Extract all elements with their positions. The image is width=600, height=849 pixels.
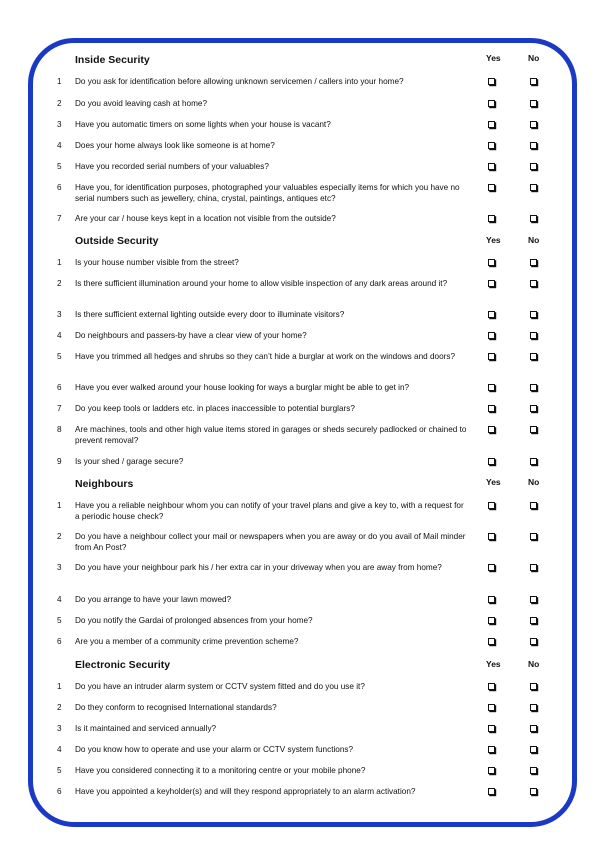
question-number: 5	[57, 616, 62, 625]
no-checkbox[interactable]	[530, 384, 537, 391]
no-checkbox[interactable]	[530, 617, 537, 624]
question-number: 3	[57, 310, 62, 319]
yes-column-header: Yes	[486, 659, 501, 669]
question-text: Is it maintained and serviced annually?	[75, 724, 217, 733]
yes-checkbox[interactable]	[488, 788, 495, 795]
yes-checkbox[interactable]	[488, 683, 495, 690]
question-text: Have you trimmed all hedges and shrubs so they can’t hide a burglar at work on the windows and doors?	[75, 352, 456, 361]
question-text: Is your house number visible from the street?	[75, 258, 239, 267]
no-checkbox[interactable]	[530, 353, 537, 360]
question-text: Do you keep tools or ladders etc. in places inaccessible to potential burglars?	[75, 404, 355, 413]
no-checkbox[interactable]	[530, 683, 537, 690]
no-column-header: No	[528, 659, 540, 669]
yes-checkbox[interactable]	[488, 280, 495, 287]
question-number: 1	[57, 682, 62, 691]
yes-checkbox[interactable]	[488, 405, 495, 412]
yes-column-header: Yes	[486, 53, 501, 63]
question-text: Do you ask for identification before allowing unknown servicemen / callers into your home?	[75, 77, 404, 86]
yes-checkbox[interactable]	[488, 259, 495, 266]
yes-checkbox[interactable]	[488, 596, 495, 603]
question-number: 4	[57, 331, 62, 340]
no-checkbox[interactable]	[530, 215, 537, 222]
question-number: 5	[57, 162, 62, 171]
no-checkbox[interactable]	[530, 184, 537, 191]
yes-column-header: Yes	[486, 477, 501, 487]
question-number: 5	[57, 766, 62, 775]
question-text: Do you avoid leaving cash at home?	[75, 99, 207, 108]
no-checkbox[interactable]	[530, 746, 537, 753]
no-checkbox[interactable]	[530, 564, 537, 571]
question-number: 6	[57, 787, 62, 796]
yes-checkbox[interactable]	[488, 311, 495, 318]
no-checkbox[interactable]	[530, 163, 537, 170]
question-number: 7	[57, 404, 62, 413]
yes-checkbox[interactable]	[488, 332, 495, 339]
question-text: Have you recorded serial numbers of your valuables?	[75, 162, 269, 171]
question-number: 6	[57, 383, 62, 392]
question-text: Is there sufficient illumination around your home to allow visible inspection of any dark areas around it?	[75, 279, 448, 288]
question-text: Are machines, tools and other high value items stored in garages or sheds securely padlocked or chained to prevent removal?	[75, 425, 467, 445]
question-number: 8	[57, 425, 62, 434]
no-checkbox[interactable]	[530, 458, 537, 465]
question-number: 1	[57, 77, 62, 86]
no-column-header: No	[528, 53, 540, 63]
question-number: 4	[57, 141, 62, 150]
question-text: Do neighbours and passers-by have a clear view of your home?	[75, 331, 307, 340]
question-number: 9	[57, 457, 62, 466]
yes-checkbox[interactable]	[488, 617, 495, 624]
question-number: 5	[57, 352, 62, 361]
question-text: Do they conform to recognised International standards?	[75, 703, 277, 712]
question-text: Are you a member of a community crime prevention scheme?	[75, 637, 299, 646]
question-number: 2	[57, 703, 62, 712]
no-checkbox[interactable]	[530, 78, 537, 85]
no-checkbox[interactable]	[530, 725, 537, 732]
no-checkbox[interactable]	[530, 332, 537, 339]
section-title: Electronic Security	[75, 659, 171, 671]
yes-checkbox[interactable]	[488, 353, 495, 360]
question-text: Have you appointed a keyholder(s) and will they respond appropriately to an alarm activation?	[75, 787, 416, 796]
question-number: 1	[57, 501, 62, 510]
yes-checkbox[interactable]	[488, 502, 495, 509]
question-text: Do you notify the Gardai of prolonged absences from your home?	[75, 616, 313, 625]
question-number: 4	[57, 595, 62, 604]
yes-checkbox[interactable]	[488, 163, 495, 170]
yes-checkbox[interactable]	[488, 426, 495, 433]
no-checkbox[interactable]	[530, 405, 537, 412]
question-text: Is your shed / garage secure?	[75, 457, 184, 466]
no-checkbox[interactable]	[530, 280, 537, 287]
no-checkbox[interactable]	[530, 596, 537, 603]
question-text: Is there sufficient external lighting outside every door to illuminate visitors?	[75, 310, 345, 319]
yes-checkbox[interactable]	[488, 725, 495, 732]
question-text: Have you considered connecting it to a monitoring centre or your mobile phone?	[75, 766, 366, 775]
question-text: Do you have an intruder alarm system or CCTV system fitted and do you use it?	[75, 682, 365, 691]
no-column-header: No	[528, 235, 540, 245]
yes-checkbox[interactable]	[488, 100, 495, 107]
question-number: 3	[57, 563, 62, 572]
no-checkbox[interactable]	[530, 788, 537, 795]
question-text: Have you a reliable neighbour whom you can notify of your travel plans and give a key to, with a request for a periodic house check?	[75, 501, 464, 521]
yes-checkbox[interactable]	[488, 121, 495, 128]
yes-checkbox[interactable]	[488, 533, 495, 540]
yes-checkbox[interactable]	[488, 638, 495, 645]
question-text: Do you have your neighbour park his / her extra car in your driveway when you are away from home?	[75, 563, 442, 572]
no-checkbox[interactable]	[530, 533, 537, 540]
question-number: 7	[57, 214, 62, 223]
section-title: Neighbours	[75, 478, 134, 490]
section-title: Inside Security	[75, 54, 150, 66]
no-checkbox[interactable]	[530, 311, 537, 318]
question-number: 6	[57, 183, 62, 192]
no-checkbox[interactable]	[530, 638, 537, 645]
question-number: 6	[57, 637, 62, 646]
yes-checkbox[interactable]	[488, 184, 495, 191]
question-number: 3	[57, 120, 62, 129]
yes-checkbox[interactable]	[488, 767, 495, 774]
question-text: Do you know how to operate and use your alarm or CCTV system functions?	[75, 745, 354, 754]
question-number: 3	[57, 724, 62, 733]
yes-checkbox[interactable]	[488, 142, 495, 149]
no-checkbox[interactable]	[530, 704, 537, 711]
question-number: 1	[57, 258, 62, 267]
no-checkbox[interactable]	[530, 502, 537, 509]
no-column-header: No	[528, 477, 540, 487]
section-title: Outside Security	[75, 235, 159, 247]
question-text: Are your car / house keys kept in a location not visible from the outside?	[75, 214, 336, 223]
no-checkbox[interactable]	[530, 259, 537, 266]
question-number: 4	[57, 745, 62, 754]
no-checkbox[interactable]	[530, 426, 537, 433]
yes-checkbox[interactable]	[488, 215, 495, 222]
question-text: Do you arrange to have your lawn mowed?	[75, 595, 232, 604]
yes-checkbox[interactable]	[488, 384, 495, 391]
question-number: 2	[57, 99, 62, 108]
no-checkbox[interactable]	[530, 121, 537, 128]
yes-checkbox[interactable]	[488, 746, 495, 753]
yes-checkbox[interactable]	[488, 564, 495, 571]
question-text: Does your home always look like someone is at home?	[75, 141, 275, 150]
question-number: 2	[57, 279, 62, 288]
no-checkbox[interactable]	[530, 142, 537, 149]
question-text: Have you, for identification purposes, photographed your valuables especially items for which you have no serial numbers such as jewellery, china, crystal, paintings, antiques etc?	[75, 183, 460, 203]
yes-checkbox[interactable]	[488, 458, 495, 465]
no-checkbox[interactable]	[530, 100, 537, 107]
yes-column-header: Yes	[486, 235, 501, 245]
no-checkbox[interactable]	[530, 767, 537, 774]
question-text: Do you have a neighbour collect your mail or newspapers when you are away or do you avail of Mail minder from An Post?	[75, 532, 466, 552]
yes-checkbox[interactable]	[488, 704, 495, 711]
question-text: Have you ever walked around your house looking for ways a burglar might be able to get in?	[75, 383, 410, 392]
question-number: 2	[57, 532, 62, 541]
yes-checkbox[interactable]	[488, 78, 495, 85]
question-text: Have you automatic timers on some lights when your house is vacant?	[75, 120, 331, 129]
